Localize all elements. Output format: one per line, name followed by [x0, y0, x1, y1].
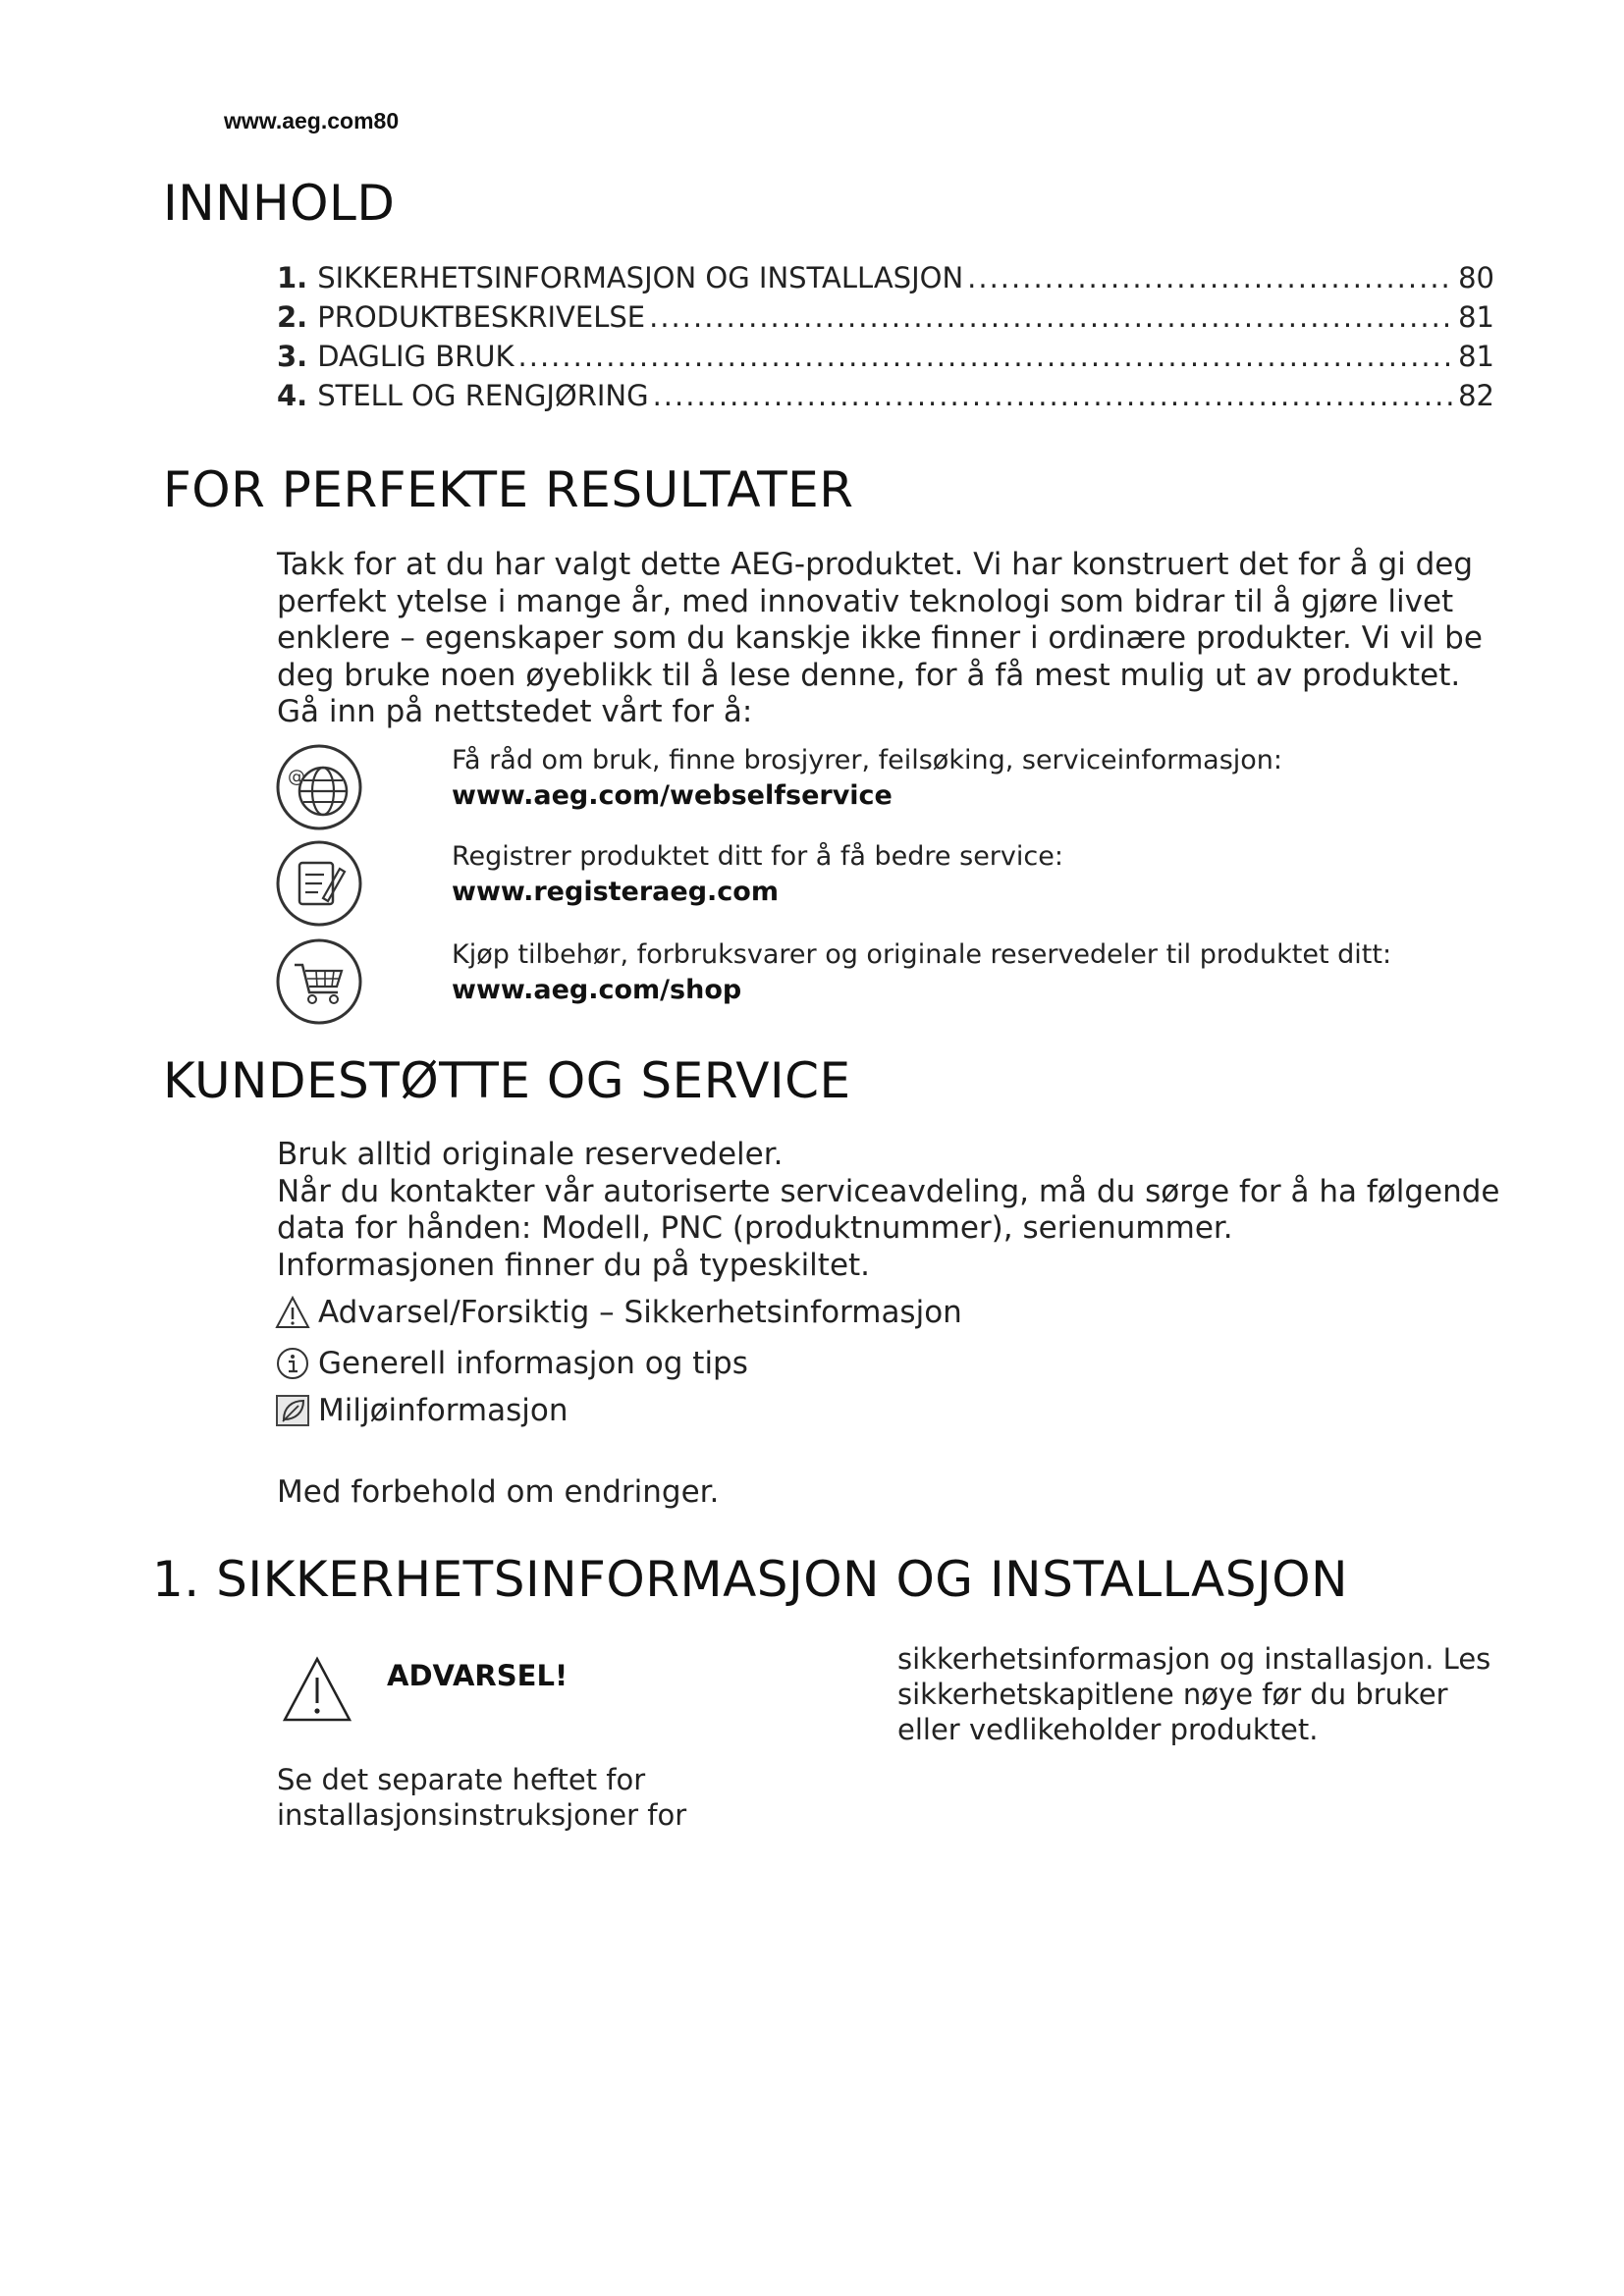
text-line: enklere – egenskaper som du kanskje ikke finner i ordinære produkter. Vi vil be	[277, 620, 1483, 656]
toc-title: STELL OG RENGJØRING	[317, 379, 649, 412]
info-icon	[275, 1346, 310, 1381]
toc-title: SIKKERHETSINFORMASJON OG INSTALLASJON	[317, 261, 964, 294]
link-url[interactable]: www.registeraeg.com	[452, 877, 779, 907]
legend-text: Miljøinformasjon	[318, 1393, 568, 1428]
text-line: data for hånden: Modell, PNC (produktnummer), serienummer.	[277, 1210, 1233, 1246]
toc-leader	[518, 340, 1455, 373]
support-heading: KUNDESTØTTE OG SERVICE	[163, 1052, 851, 1109]
warning-triangle-icon	[282, 1656, 352, 1723]
safety-left-text	[277, 1762, 686, 1833]
legend-text: Generell informasjon og tips	[318, 1346, 748, 1381]
link-text-block	[452, 839, 1063, 910]
toc-number: 3.	[277, 340, 308, 373]
text-line: sikkerhetskapitlene nøye før du bruker	[897, 1678, 1448, 1711]
leaf-icon	[275, 1393, 310, 1428]
text-line: sikkerhetsinformasjon og installasjon. Les	[897, 1642, 1491, 1676]
toc-number: 1.	[277, 261, 308, 294]
link-url[interactable]: www.aeg.com/webselfservice	[452, 780, 893, 811]
table-of-contents	[277, 261, 1494, 418]
header-url: www.aeg.com80	[224, 108, 400, 133]
register-icon	[275, 839, 363, 928]
results-intro	[277, 547, 1483, 731]
cart-icon	[275, 937, 363, 1026]
text-line: Når du kontakter vår autoriserte serviceavdeling, må du sørge for å ha følgende	[277, 1173, 1500, 1209]
legend-text: Advarsel/Forsiktig – Sikkerhetsinformasjon	[318, 1295, 962, 1330]
text-line: Gå inn på nettstedet vårt for å:	[277, 694, 753, 729]
results-heading: FOR PERFEKTE RESULTATER	[163, 461, 854, 518]
text-line: Se det separate heftet for	[277, 1763, 646, 1796]
toc-entry[interactable]	[277, 340, 1494, 379]
toc-page: 81	[1458, 300, 1494, 334]
text-line: Bruk alltid originale reservedeler.	[277, 1137, 784, 1172]
toc-entry[interactable]	[277, 379, 1494, 418]
link-description: Registrer produktet ditt for å få bedre service:	[452, 841, 1063, 872]
link-description: Kjøp tilbehør, forbruksvarer og originale reservedeler til produktet ditt:	[452, 939, 1392, 970]
toc-leader	[653, 379, 1455, 412]
link-url[interactable]: www.aeg.com/shop	[452, 975, 742, 1005]
link-row-shop	[275, 937, 1453, 1036]
toc-page: 80	[1458, 261, 1494, 294]
toc-page: 81	[1458, 340, 1494, 373]
text-line: Takk for at du har valgt dette AEG-produktet. Vi har konstruert det for å gi deg	[277, 547, 1474, 582]
toc-leader	[967, 261, 1454, 294]
legend-item-environment	[275, 1389, 568, 1432]
warning-triangle-icon	[275, 1295, 310, 1330]
toc-leader	[649, 300, 1454, 334]
safety-heading: 1. SIKKERHETSINFORMASJON OG INSTALLASJON	[152, 1551, 1348, 1608]
link-text-block	[452, 937, 1391, 1008]
warning-title: ADVARSEL!	[387, 1659, 568, 1692]
text-line: installasjonsinstruksjoner for	[277, 1798, 687, 1832]
link-text-block	[452, 743, 1282, 814]
globe-icon	[275, 743, 363, 831]
text-line: eller vedlikeholder produktet.	[897, 1713, 1319, 1746]
text-line: Med forbehold om endringer.	[277, 1474, 720, 1510]
safety-right-text	[897, 1641, 1490, 1747]
legend-item-warning	[275, 1291, 962, 1334]
toc-entry[interactable]	[277, 300, 1494, 340]
support-intro	[277, 1137, 1499, 1284]
text-line: perfekt ytelse i mange år, med innovativ teknologi som bidrar til å gjøre livet	[277, 583, 1454, 619]
toc-entry[interactable]	[277, 261, 1494, 300]
svg-text:@: @	[288, 767, 305, 787]
toc-title: PRODUKTBESKRIVELSE	[317, 300, 646, 334]
link-description: Få råd om bruk, finne brosjyrer, feilsøking, serviceinformasjon:	[452, 745, 1283, 775]
toc-page: 82	[1458, 379, 1494, 412]
contents-heading: INNHOLD	[163, 175, 396, 232]
toc-title: DAGLIG BRUK	[317, 340, 514, 373]
link-row-webselfservice	[275, 743, 1453, 841]
toc-number: 4.	[277, 379, 308, 412]
change-notice	[277, 1474, 719, 1512]
text-line: Informasjonen finner du på typeskiltet.	[277, 1247, 871, 1283]
text-line: deg bruke noen øyeblikk til å lese denne, for å få mest mulig ut av produktet.	[277, 657, 1461, 693]
legend-item-info	[275, 1342, 748, 1385]
link-row-register	[275, 839, 1453, 937]
warning-box	[277, 1651, 827, 1749]
toc-number: 2.	[277, 300, 308, 334]
